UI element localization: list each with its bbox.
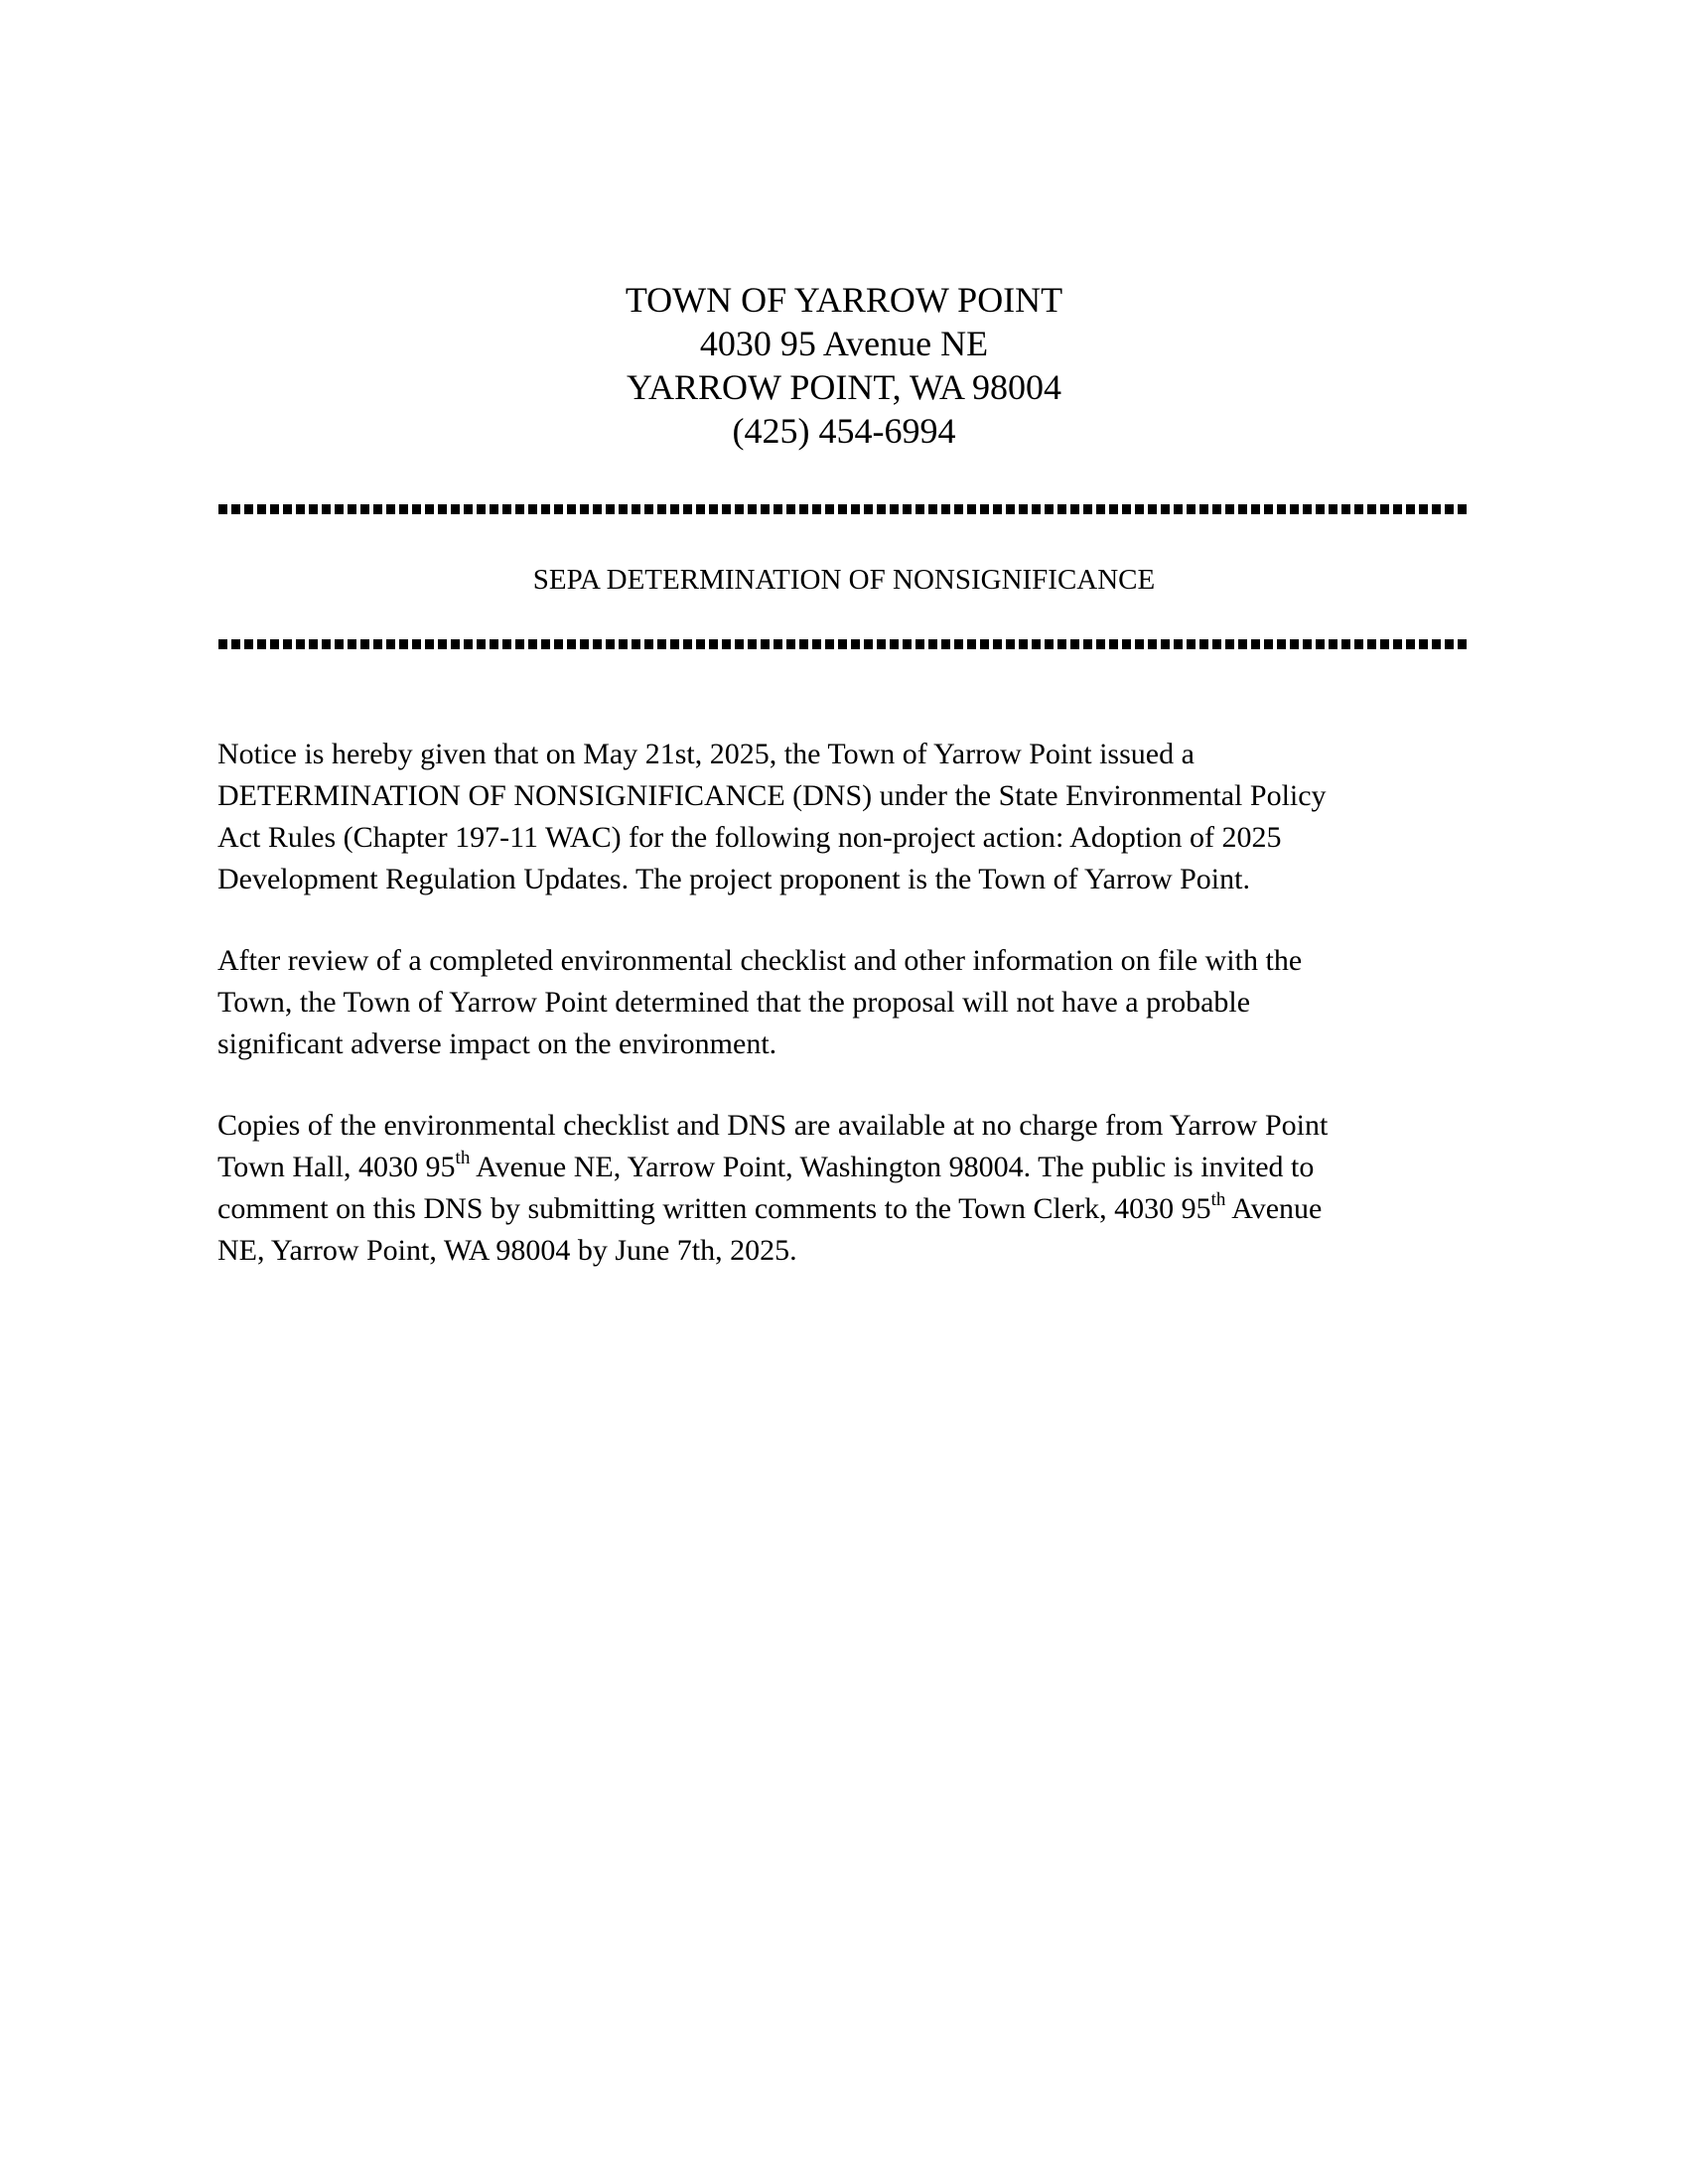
paragraph-copies-comments — [217, 1105, 1471, 1272]
notice-title: SEPA DETERMINATION OF NONSIGNIFICANCE — [532, 564, 1156, 596]
org-name: TOWN OF YARROW POINT — [625, 280, 1063, 320]
paragraph-line: significant adverse impact on the environment. — [217, 1027, 777, 1060]
city-state-zip: YARROW POINT, WA 98004 — [626, 367, 1062, 407]
paragraph-line: Development Regulation Updates. The project proponent is the Town of Yarrow Point. — [217, 863, 1250, 895]
paragraph-line — [217, 1147, 1471, 1188]
paragraph-line: Town, the Town of Yarrow Point determined that the proposal will not have a probable — [217, 986, 1251, 1019]
phone-number: (425) 454-6994 — [732, 411, 956, 451]
paragraph-line: After review of a completed environmental checklist and other information on file with the — [217, 944, 1303, 977]
paragraph-line: DETERMINATION OF NONSIGNIFICANCE (DNS) under the State Environmental Policy — [217, 779, 1327, 812]
paragraph-line — [217, 1188, 1471, 1230]
text-run: comment on this DNS by submitting written comments to the Town Clerk, 4030 95 — [217, 1192, 1211, 1225]
ordinal-suffix: th — [455, 1148, 471, 1168]
text-run: Town Hall, 4030 95 — [217, 1151, 456, 1183]
paragraph-line: Notice is hereby given that on May 21st, 2025, the Town of Yarrow Point issued a — [217, 738, 1195, 770]
text-run: Avenue — [1225, 1192, 1323, 1225]
paragraph-determination — [217, 940, 1471, 1065]
paragraph-line: Copies of the environmental checklist and DNS are available at no charge from Yarrow Point — [217, 1109, 1329, 1142]
paragraph-line: Act Rules (Chapter 197-11 WAC) for the following non-project action: Adoption of 2025 — [217, 821, 1282, 854]
paragraph-notice — [217, 734, 1471, 900]
paragraph-line: NE, Yarrow Point, WA 98004 by June 7th, 2025. — [217, 1234, 797, 1267]
dotted-divider-top — [218, 504, 1470, 514]
street-address: 4030 95 Avenue NE — [699, 324, 989, 363]
letterhead — [0, 278, 1688, 453]
ordinal-suffix: th — [1210, 1189, 1226, 1210]
dotted-divider-bottom — [218, 639, 1470, 649]
text-run: Avenue NE, Yarrow Point, Washington 98004. The public is invited to — [470, 1151, 1315, 1183]
